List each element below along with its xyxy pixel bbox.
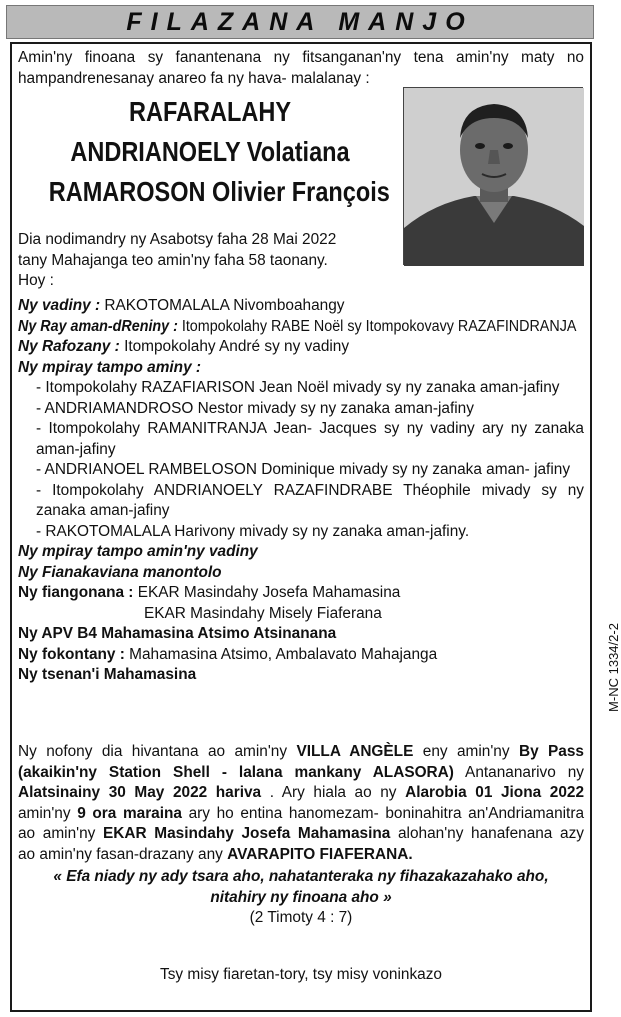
ray-label: Ny Ray aman-dReniny : (18, 317, 178, 335)
funeral-text: amin'ny (18, 804, 78, 822)
bible-quote (18, 867, 584, 929)
funeral-text: Antananarivo ny (453, 763, 584, 781)
side-code: M-NC 1334/2-2 (605, 623, 621, 712)
sibling-2: - ANDRIAMANDROSO Nestor mivady sy ny zanaka aman-jafiny (36, 399, 474, 417)
funeral-info (18, 742, 584, 865)
sibling-3-cont: aman-jafiny (36, 440, 116, 458)
death-line-2: tany Mahajanga teo amin'ny faha 58 taonany. (18, 251, 328, 269)
rafozany-value: Itompokolahy André sy ny vadiny (124, 338, 350, 355)
fianakaviana: Ny Fianakaviana manontolo (18, 563, 222, 581)
by-pass: By Pass (518, 743, 584, 760)
fiangonana-1: EKAR Masindahy Josefa Mahamasina (137, 584, 401, 601)
sibling-5-cont: zanaka aman-jafiny (36, 502, 170, 519)
villa-angele: VILLA ANGÈLE (296, 743, 414, 760)
ray-value: Itompokolahy RABE Noël sy Itompokovavy RAZAFINDRANJA (181, 317, 577, 335)
death-line-3: Hoy : (18, 272, 54, 289)
funeral-text: eny amin'ny (413, 743, 519, 760)
vadiny-value: RAKOTOMALALA Nivomboahangy (104, 297, 345, 314)
intro-text: Amin'ny finoana sy fanantenana ny fitsanganan'ny tena amin'ny maty no hampandrenesanay anareo fa ny hava- malalanay : (18, 49, 584, 87)
time-maraina: 9 ora maraina (77, 804, 182, 822)
vadiny-label: Ny vadiny : (18, 297, 101, 314)
funeral-text: . Ary hiala ao ny (261, 784, 406, 801)
tsena-line: Ny tsenan'i Mahamasina (18, 666, 197, 683)
funeral-text: ao amin'ny fasan-drazany any (18, 845, 228, 863)
sibling-3: - Itompokolahy RAMANITRANJA Jean- Jacques sy ny vadiny ary ny zanaka (36, 420, 584, 437)
sibling-5: - Itompokolahy ANDRIANOELY RAZAFINDRABE Théophile mivady sy ny (36, 481, 584, 499)
funeral-text: Ny nofony dia hivantana ao amin'ny (18, 743, 297, 760)
notice-title: FILAZANA MANJO (126, 7, 474, 36)
fiangonana-label: Ny fiangonana : (18, 584, 134, 601)
fokontany-label: Ny fokontany : (18, 645, 125, 663)
fiangonana-2: EKAR Masindahy Misely Fiaferana (144, 604, 382, 622)
mpiray-vadiny: Ny mpiray tampo amin'ny vadiny (18, 543, 258, 560)
name-line-2: ANDRIANOELY Volatiana (70, 136, 350, 167)
notice-header (6, 5, 594, 39)
fokontany-value: Mahamasina Atsimo, Ambalavato Mahajanga (129, 645, 438, 663)
family-list (18, 296, 584, 686)
funeral-text: ao amin'ny (18, 825, 104, 842)
rafozany-label: Ny Rafozany : (18, 338, 120, 355)
name-line-3: RAMAROSON Olivier François (48, 176, 390, 207)
quote-line-1: « Efa niady ny ady tsara aho, nahatanteraka ny fihazakazahako aho, (53, 868, 549, 885)
sibling-4: - ANDRIANOEL RAMBELOSON Dominique mivady sy ny zanaka aman- jafiny (36, 461, 571, 478)
church-name: EKAR Masindahy Josefa Mahamasina (103, 825, 391, 842)
mpiray-label: Ny mpiray tampo aminy : (18, 358, 202, 376)
death-line-1: Dia nodimandry ny Asabotsy faha 28 Mai 2022 (18, 231, 337, 248)
funeral-text: alohan'ny hanafenana azy (390, 825, 584, 842)
sibling-6: - RAKOTOMALALA Harivony mivady sy ny zanaka aman-jafiny. (36, 522, 470, 540)
name-line-1: RAFARALAHY (128, 96, 292, 127)
sibling-1: - Itompokolahy RAZAFIARISON Jean Noël mivady sy ny zanaka aman-jafiny (36, 379, 560, 396)
apv-line: Ny APV B4 Mahamasina Atsimo Atsinanana (18, 625, 337, 642)
burial-place: AVARAPITO FIAFERANA. (227, 845, 413, 863)
quote-ref: (2 Timoty 4 : 7) (249, 909, 353, 926)
station-shell: (akaikin'ny Station Shell - lalana mankany ALASORA) (18, 763, 454, 781)
quote-line-2: nitahiry ny finoana aho » (210, 888, 392, 906)
footer-note: Tsy misy fiaretan-tory, tsy misy voninkazo (160, 966, 442, 983)
date-alatsinainy: Alatsinainy 30 May 2022 hariva (18, 784, 262, 801)
deceased-names (18, 92, 402, 212)
intro-block (18, 48, 584, 89)
date-alarobia: Alarobia 01 Jiona 2022 (405, 784, 585, 801)
death-info (18, 230, 584, 292)
funeral-text: ary ho entina hanomezam- boninahitra an'Andriamanitra (181, 804, 585, 822)
